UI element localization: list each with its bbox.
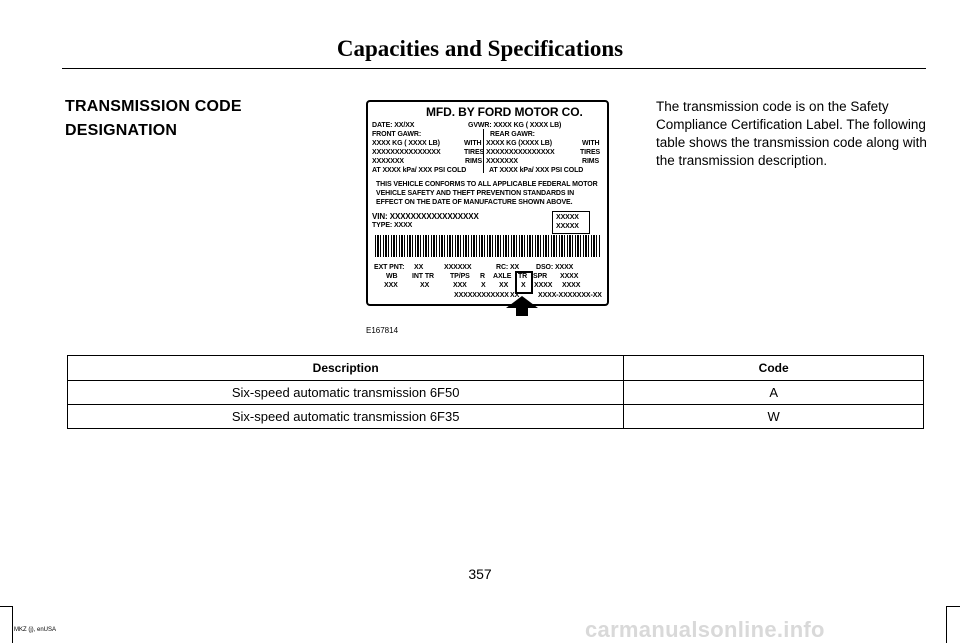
label-front-x1: XXXXXXXXXXXXXXX [372, 149, 441, 156]
label-vin: VIN: XXXXXXXXXXXXXXXXX [372, 212, 479, 221]
header-rule [62, 68, 926, 69]
label-row2-b: XXXX [562, 282, 581, 289]
table-row [68, 405, 924, 429]
label-spr-val: XXXX [560, 273, 579, 280]
transmission-code-table [67, 355, 924, 429]
label-type: TYPE: XXXX [372, 222, 413, 229]
label-rc: RC: XX [496, 264, 520, 271]
label-conformance-line1: THIS VEHICLE CONFORMS TO ALL APPLICABLE FEDERAL MOTOR [376, 181, 598, 188]
label-front-tires: TIRES [464, 149, 485, 156]
label-r: R [480, 273, 485, 280]
table-header-row [68, 356, 924, 381]
table-row [68, 381, 924, 405]
label-code-box [552, 211, 590, 234]
label-row3-right: XXXX-XXXXXXX-XX [538, 292, 602, 299]
header-description: Description [68, 356, 624, 381]
footer-model-code: MKZ (j), enUSA [14, 627, 57, 633]
page-header-title: Capacities and Specifications [336, 36, 624, 61]
label-int-tr: INT TR [412, 273, 434, 280]
label-box-line1: XXXXX [556, 214, 579, 221]
label-rear-pressure: AT XXXX kPa/ XXX PSI COLD [489, 167, 584, 174]
label-row3-mid: XX [510, 292, 520, 299]
row-code: W [624, 405, 924, 429]
label-tp-ps: TP/PS [450, 273, 470, 280]
section-heading-line2: DESIGNATION [65, 122, 178, 139]
figure-id: E167814 [366, 326, 399, 335]
row-description: Six-speed automatic transmission 6F50 [68, 381, 624, 405]
label-rear-tires: TIRES [580, 149, 601, 156]
label-spr: SPR [533, 273, 548, 280]
label-rear-x2: XXXXXXX [486, 158, 518, 165]
label-ext-val2: XXXXXX [444, 264, 472, 271]
label-front-x2: XXXXXXX [372, 158, 404, 165]
label-rear-rims: RIMS [582, 158, 600, 165]
label-ext-val1: XX [414, 264, 424, 271]
crop-mark-left-h [0, 606, 13, 607]
header-code: Code [624, 356, 924, 381]
label-front-pressure: AT XXXX kPa/ XXX PSI COLD [372, 167, 467, 174]
watermark: carmanualsonline.info [585, 617, 825, 642]
label-row2-a: XXXX [534, 282, 553, 289]
label-ext-pnt: EXT PNT: [374, 264, 405, 271]
label-rear-with: WITH [582, 140, 600, 147]
label-front-kg: XXXX KG ( XXXX LB) [372, 140, 440, 147]
crop-mark-right-h [946, 606, 960, 607]
row-code: A [624, 381, 924, 405]
label-date: DATE: XX/XX [372, 122, 415, 129]
label-row2-r: X [481, 282, 486, 289]
label-tr: TR [518, 273, 528, 280]
label-front-gawr: FRONT GAWR: [372, 131, 422, 138]
label-barcode [375, 235, 600, 257]
crop-mark-left [12, 606, 13, 643]
label-row2-axle: XX [499, 282, 509, 289]
label-row3-left: XXXXXXXXXXXX [454, 292, 509, 299]
label-front-rims: RIMS [465, 158, 483, 165]
label-rear-gawr: REAR GAWR: [490, 131, 535, 138]
page-number: 357 [468, 566, 492, 582]
label-axle: AXLE [493, 273, 512, 280]
certification-label-figure [366, 100, 609, 306]
pointer-arrow-icon [506, 296, 538, 316]
label-front-with: WITH [464, 140, 482, 147]
crop-mark-right [946, 606, 947, 643]
label-row2-wb: XXX [384, 282, 398, 289]
label-rear-kg: XXXX KG (XXXX LB) [486, 140, 552, 147]
row-description: Six-speed automatic transmission 6F35 [68, 405, 624, 429]
label-gvwr: GVWR: XXXX KG ( XXXX LB) [468, 122, 562, 129]
label-wb: WB [386, 273, 398, 280]
intro-paragraph: The transmission code is on the Safety Compliance Certification Label. The following table shows the transmission code along with the transmission description. [656, 99, 927, 168]
transmission-code-highlight-box [515, 271, 533, 294]
section-heading-line1: TRANSMISSION CODE [65, 98, 242, 115]
label-conformance-line2: VEHICLE SAFETY AND THEFT PREVENTION STANDARDS IN [376, 190, 575, 197]
label-conformance-line3: EFFECT ON THE DATE OF MANUFACTURE SHOWN ABOVE. [376, 199, 573, 206]
label-row2-tr: X [521, 282, 526, 289]
label-box-line2: XXXXX [556, 223, 579, 230]
label-rear-x1: XXXXXXXXXXXXXXX [486, 149, 555, 156]
label-title: MFD. BY FORD MOTOR CO. [426, 105, 583, 119]
label-row2-int: XX [420, 282, 430, 289]
label-row2-tp: XXX [453, 282, 467, 289]
label-dso: DSO: XXXX [536, 264, 574, 271]
